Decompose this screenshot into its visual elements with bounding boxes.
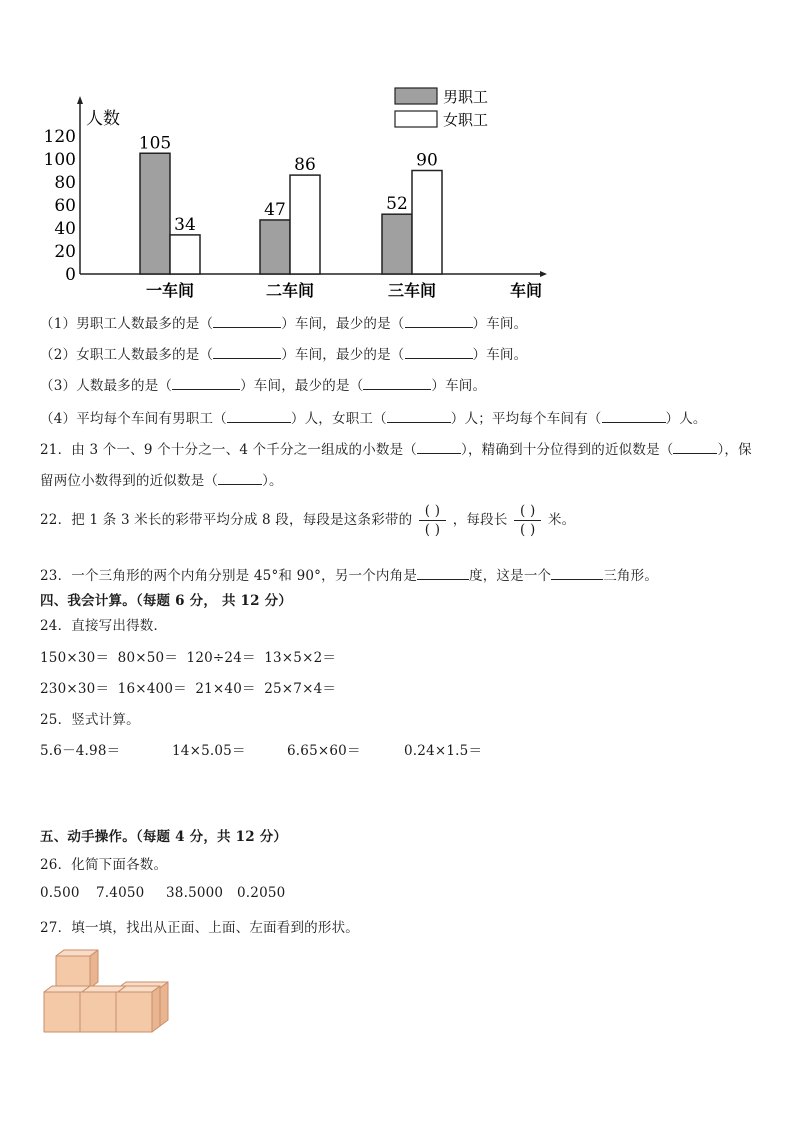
answer-blank[interactable] <box>417 452 461 454</box>
bar <box>140 153 170 274</box>
q26-item-1: 0.500 <box>40 885 80 901</box>
q22-line: 22．把 1 条 3 米长的彩带平均分成 8 段，每段是这条彩带的 $\frac{( )}{( )}$ ，每段长 $\frac{( )}{( )}$ 米。 <box>40 503 576 538</box>
answer-blank[interactable] <box>172 388 240 390</box>
legend-label: 男职工 <box>443 88 489 106</box>
calc-item: 150×30＝ <box>40 650 110 666</box>
data-label: 52 <box>386 194 408 215</box>
answer-blank[interactable] <box>227 421 291 423</box>
data-label: 86 <box>294 155 316 176</box>
y-tick-label: 100 <box>43 150 76 170</box>
answer-blank[interactable] <box>213 326 281 328</box>
calc-item: 80×50＝ <box>117 650 179 666</box>
y-tick-label: 120 <box>43 127 76 147</box>
legend-label: 女职工 <box>443 111 489 129</box>
calc-item: 120÷24＝ <box>186 650 256 666</box>
q20-line-2: （2）女职工人数最多的是（ ）车间，最少的是（ ）车间。 <box>40 347 528 363</box>
y-axis-label: 人数 <box>86 109 120 129</box>
x-tick-label: 二车间 <box>265 281 315 300</box>
fraction-blank[interactable]: $\frac{( )}{( )}$ <box>514 502 541 539</box>
y-tick-label: 0 <box>65 265 76 285</box>
answer-blank[interactable] <box>213 357 281 359</box>
answer-blank[interactable] <box>551 578 603 580</box>
q25-title: 25．竖式计算。 <box>40 712 140 728</box>
calc-item: 230×30＝ <box>40 681 110 697</box>
bar <box>170 235 200 274</box>
calc-item: 25×7×4＝ <box>264 681 337 697</box>
calc-item: 21×40＝ <box>195 681 256 697</box>
answer-blank[interactable] <box>405 357 473 359</box>
q25-item-2: 14×5.05＝ <box>172 743 246 759</box>
legend-swatch <box>395 111 437 127</box>
section-4-heading: 四、我会计算。（每题 6 分， 共 12 分） <box>40 593 293 609</box>
x-tick-label: 一车间 <box>145 281 195 300</box>
bar <box>290 175 320 274</box>
answer-blank[interactable] <box>218 483 262 485</box>
y-axis-arrow <box>77 96 83 104</box>
q25-item-3: 6.65×60＝ <box>287 743 361 759</box>
x-tick-label: 三车间 <box>387 281 437 300</box>
answer-blank[interactable] <box>405 326 473 328</box>
data-label: 105 <box>138 133 172 154</box>
q26-item-4: 0.2050 <box>237 885 286 901</box>
q20-line-1: （1）男职工人数最多的是（ ）车间，最少的是（ ）车间。 <box>40 316 528 332</box>
answer-blank[interactable] <box>673 452 717 454</box>
q26-item-2: 7.4050 <box>96 885 145 901</box>
q25-item-4: 0.24×1.5＝ <box>404 743 483 759</box>
data-label: 34 <box>174 214 196 235</box>
calc-item: 16×400＝ <box>117 681 187 697</box>
q25-item-1: 5.6－4.98＝ <box>40 743 121 759</box>
legend-swatch <box>395 88 437 104</box>
answer-blank[interactable] <box>387 421 451 423</box>
answer-blank[interactable] <box>417 578 469 580</box>
cube-stack-illustration <box>40 942 175 1037</box>
q21-line-2: 留两位小数得到的近似数是（ ）。 <box>40 473 283 489</box>
x-axis-arrow <box>540 271 547 277</box>
q26-item-3: 38.5000 <box>166 885 224 901</box>
bar <box>382 214 412 274</box>
data-label: 47 <box>264 199 286 220</box>
q24-row-1 <box>40 646 340 666</box>
answer-blank[interactable] <box>363 388 431 390</box>
q20-line-4: （4）平均每个车间有男职工（ ）人，女职工（ ）人；平均每个车间有（ ）人。 <box>40 411 707 427</box>
bar-chart <box>40 80 560 305</box>
q24-row-2 <box>40 677 340 697</box>
y-tick-label: 40 <box>54 219 76 239</box>
y-tick-label: 60 <box>54 196 76 216</box>
q23-line: 23．一个三角形的两个内角分别是 45°和 90°，另一个内角是 度，这是一个 三角形。 <box>40 568 659 584</box>
calc-item: 13×5×2＝ <box>264 650 337 666</box>
q26-title: 26．化简下面各数。 <box>40 857 168 873</box>
x-axis-label: 车间 <box>510 281 543 300</box>
answer-blank[interactable] <box>602 421 666 423</box>
q27-title: 27．填一填，找出从正面、上面、左面看到的形状。 <box>40 920 359 936</box>
bar <box>412 171 442 275</box>
data-label: 90 <box>416 150 438 171</box>
q24-title: 24．直接写出得数． <box>40 618 168 634</box>
y-tick-label: 20 <box>54 242 76 262</box>
q21-line-1: 21．由 3 个一、9 个十分之一、4 个千分之一组成的小数是（ ），精确到十分位得到的近似数是（ ），保 <box>40 442 752 458</box>
y-tick-label: 80 <box>54 173 76 193</box>
bar <box>260 220 290 274</box>
fraction-blank[interactable]: $\frac{( )}{( )}$ <box>419 502 446 539</box>
section-5-heading: 五、动手操作。（每题 4 分，共 12 分） <box>40 829 288 845</box>
q20-line-3: （3）人数最多的是（ ）车间，最少的是（ ）车间。 <box>40 378 487 394</box>
